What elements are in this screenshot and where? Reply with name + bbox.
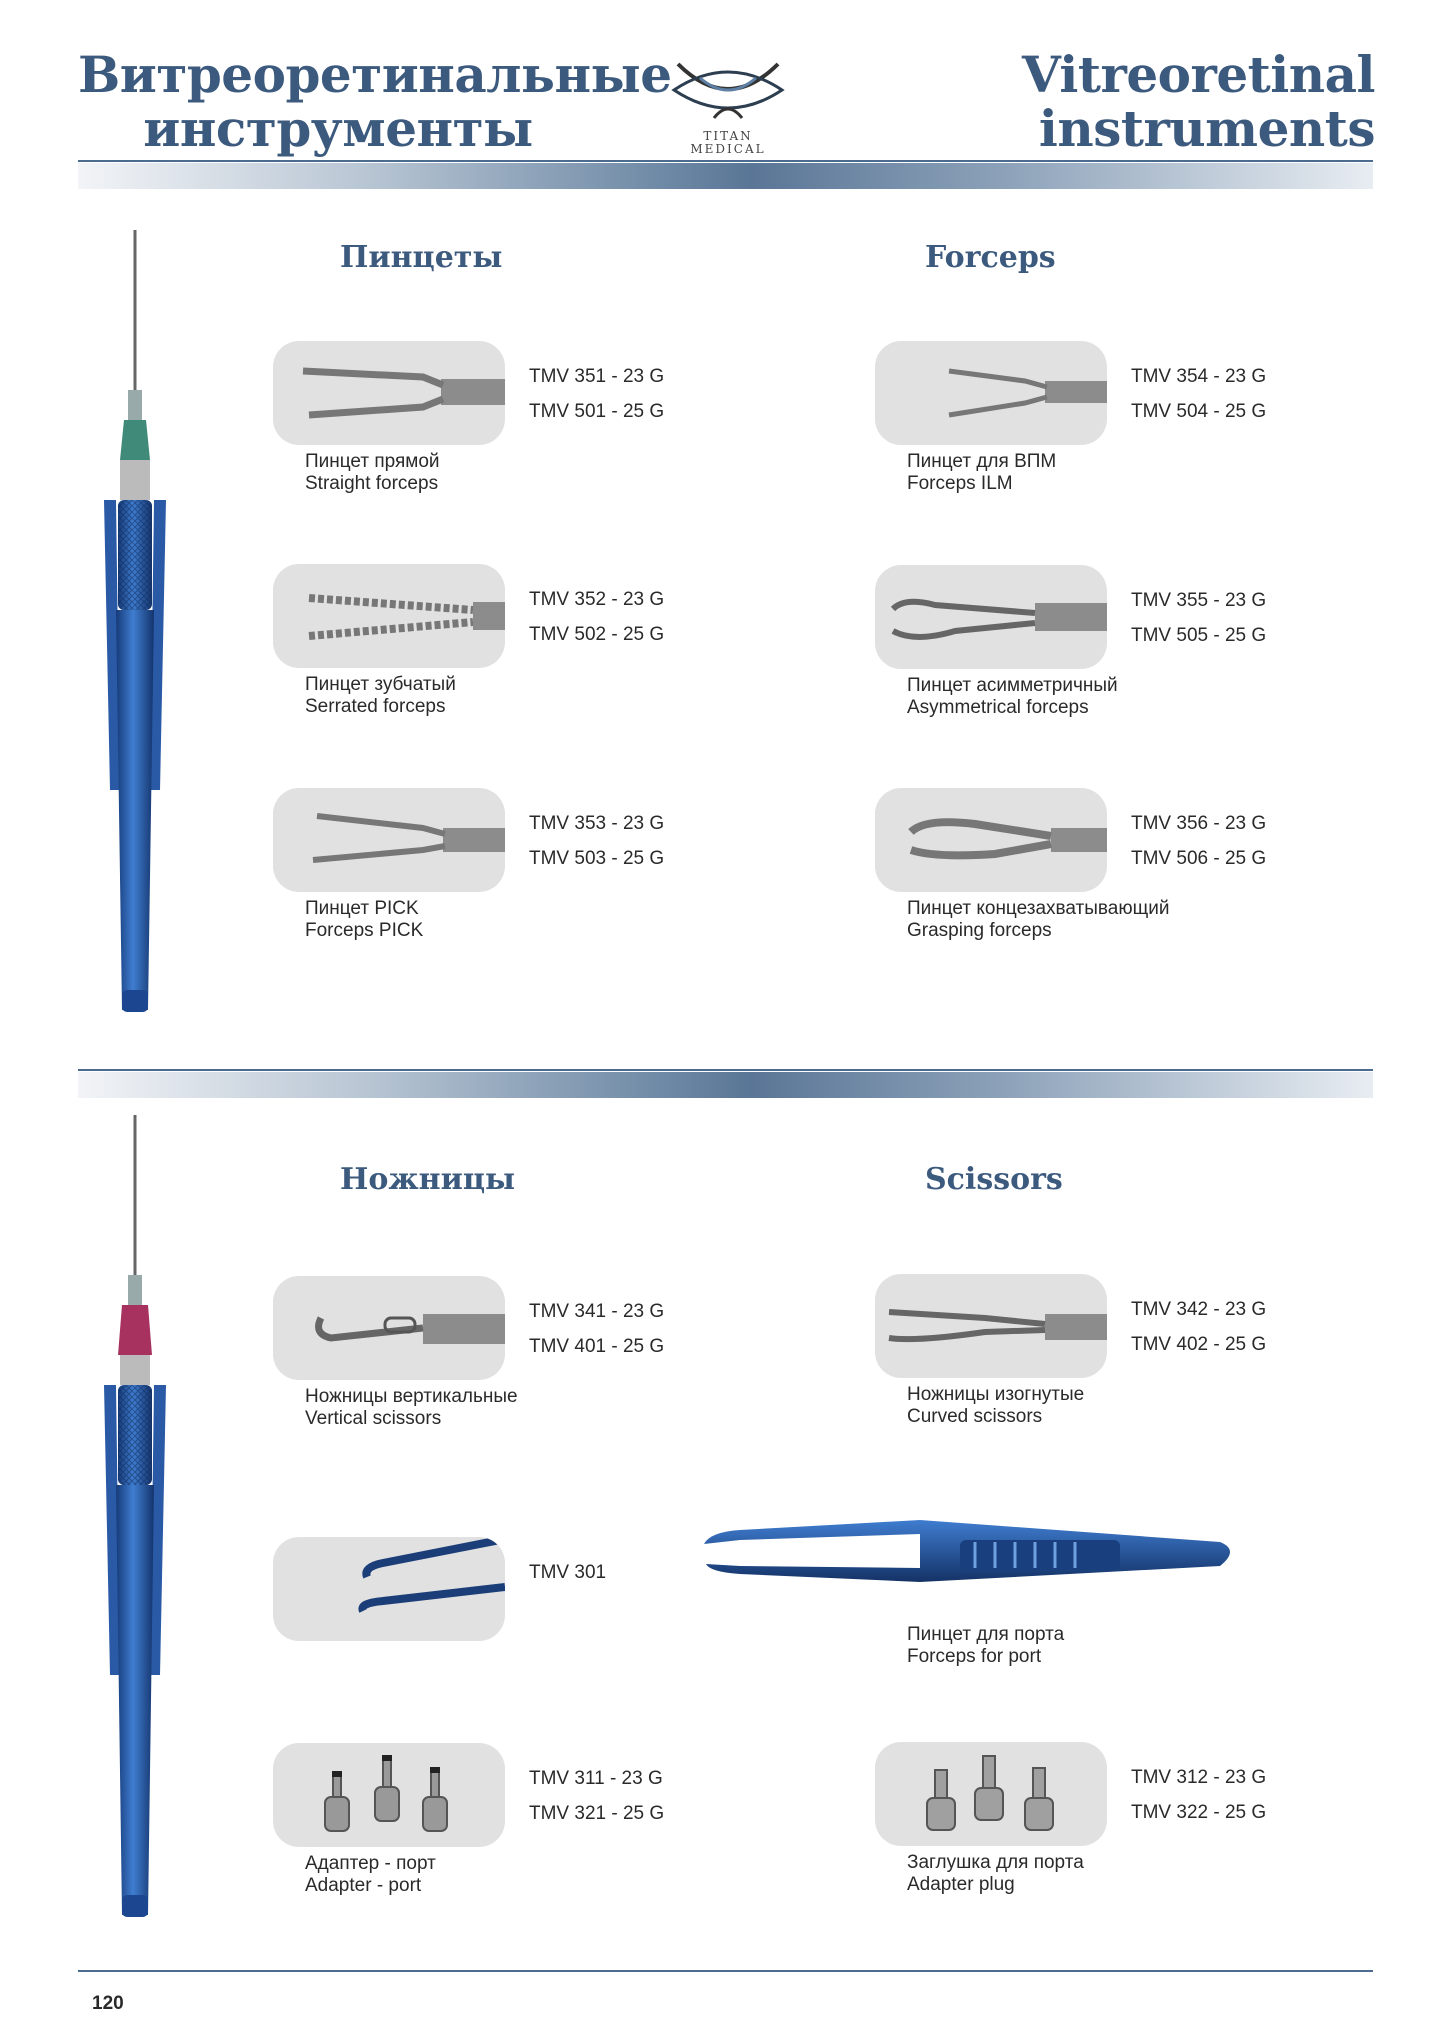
product-code: TMV 503 - 25 G: [529, 848, 665, 869]
product-code: TMV 504 - 25 G: [1131, 401, 1267, 422]
caption-en: Forceps PICK: [305, 920, 424, 941]
product-code: TMV 311 - 23 G: [529, 1768, 663, 1789]
caption-en: Adapter plug: [907, 1874, 1015, 1895]
adapter-port-icon: [273, 1743, 505, 1847]
product-caption: [907, 675, 1118, 719]
product-codes: [529, 359, 664, 429]
product-caption: [907, 1852, 1084, 1896]
caption-en: Forceps for port: [907, 1646, 1042, 1667]
product-codes: [1131, 806, 1266, 876]
caption-ru: Пинцет асимметричный: [907, 675, 1118, 696]
port-forceps-tip-icon: [273, 1537, 505, 1641]
caption-en: Grasping forceps: [907, 920, 1052, 941]
caption-ru: Пинцет прямой: [305, 451, 440, 472]
product-codes: [529, 1555, 606, 1590]
titan-medical-logo: [664, 56, 792, 156]
title-ru-line1: Витреоретинальные: [78, 45, 672, 104]
section-heading-forceps-en: Forceps: [925, 240, 1056, 275]
scissors-handle-illustration: [90, 1115, 180, 1930]
caption-ru: Пинцет для ВПМ: [907, 451, 1057, 472]
page-title-ru: [78, 45, 672, 158]
logo-eye-icon: [664, 56, 792, 126]
product-code: TMV 312 - 23 G: [1131, 1767, 1267, 1788]
caption-ru: Адаптер - порт: [305, 1853, 436, 1874]
product-code: TMV 321 - 25 G: [529, 1803, 665, 1824]
caption-en: Straight forceps: [305, 473, 439, 494]
caption-ru: Заглушка для порта: [907, 1852, 1084, 1873]
page-title-en: [955, 45, 1375, 158]
section-heading-scissors-ru: Ножницы: [340, 1162, 516, 1197]
pick-forceps-icon: [273, 788, 505, 892]
port-forceps-icon: [700, 1510, 1240, 1600]
title-ru-line2: инструменты: [143, 99, 533, 158]
caption-ru: Пинцет зубчатый: [305, 674, 456, 695]
product-caption: [305, 1853, 436, 1897]
product-codes: [1131, 583, 1266, 653]
product-code: TMV 402 - 25 G: [1131, 1334, 1267, 1355]
product-codes: [529, 582, 664, 652]
caption-en: Forceps ILM: [907, 473, 1013, 494]
product-codes: [1131, 359, 1266, 429]
product-caption: [305, 1386, 518, 1430]
title-en-line2: instruments: [1038, 99, 1375, 158]
product-code: TMV 506 - 25 G: [1131, 848, 1267, 869]
section-heading-scissors-en: Scissors: [925, 1162, 1063, 1197]
logo-text-line2: MEDICAL: [690, 142, 766, 156]
section-gradient-band: [78, 1072, 1373, 1098]
forceps-handle-illustration: [90, 230, 180, 1030]
product-code: TMV 505 - 25 G: [1131, 625, 1267, 646]
product-caption: [305, 451, 440, 495]
section-heading-forceps-ru: Пинцеты: [340, 240, 503, 275]
product-code: TMV 356 - 23 G: [1131, 813, 1267, 834]
ilm-forceps-icon: [875, 341, 1107, 445]
product-codes: [529, 1294, 664, 1364]
product-caption: [305, 674, 456, 718]
section-rule: [78, 1069, 1373, 1071]
product-code: TMV 322 - 25 G: [1131, 1802, 1267, 1823]
page-number: 120: [92, 1993, 124, 2014]
product-code: TMV 401 - 25 G: [529, 1336, 665, 1357]
product-codes: [1131, 1292, 1266, 1362]
title-en-line1: Vitreoretinal: [1022, 45, 1375, 104]
product-codes: [1131, 1760, 1266, 1830]
product-code: TMV 351 - 23 G: [529, 366, 665, 387]
footer-rule: [78, 1970, 1373, 1972]
grasping-forceps-icon: [875, 788, 1107, 892]
vertical-scissors-icon: [273, 1276, 505, 1380]
caption-ru: Пинцет PICK: [305, 898, 419, 919]
product-code: TMV 355 - 23 G: [1131, 590, 1267, 611]
product-code: TMV 301: [529, 1562, 607, 1583]
product-caption: [305, 898, 423, 942]
caption-en: Curved scissors: [907, 1406, 1043, 1427]
caption-en: Vertical scissors: [305, 1408, 442, 1429]
serrated-forceps-icon: [273, 564, 505, 668]
caption-ru: Ножницы вертикальные: [305, 1386, 518, 1407]
adapter-plug-icon: [875, 1742, 1107, 1846]
product-code: TMV 501 - 25 G: [529, 401, 665, 422]
caption-en: Adapter - port: [305, 1875, 422, 1896]
product-code: TMV 354 - 23 G: [1131, 366, 1267, 387]
asymmetrical-forceps-icon: [875, 565, 1107, 669]
straight-forceps-icon: [273, 341, 505, 445]
product-caption: [907, 1624, 1064, 1668]
curved-scissors-icon: [875, 1274, 1107, 1378]
caption-en: Serrated forceps: [305, 696, 446, 717]
caption-ru: Пинцет концезахватывающий: [907, 898, 1170, 919]
logo-text-line1: TITAN: [703, 129, 753, 143]
caption-ru: Ножницы изогнутые: [907, 1384, 1085, 1405]
caption-ru: Пинцет для порта: [907, 1624, 1065, 1645]
product-caption: [907, 898, 1169, 942]
product-code: TMV 353 - 23 G: [529, 813, 665, 834]
product-code: TMV 342 - 23 G: [1131, 1299, 1267, 1320]
product-caption: [907, 451, 1056, 495]
header-gradient-band: [78, 163, 1373, 189]
product-code: TMV 341 - 23 G: [529, 1301, 665, 1322]
header-rule: [78, 160, 1373, 162]
product-code: TMV 502 - 25 G: [529, 624, 665, 645]
product-caption: [907, 1384, 1084, 1428]
product-code: TMV 352 - 23 G: [529, 589, 665, 610]
product-codes: [529, 1761, 664, 1831]
product-codes: [529, 806, 664, 876]
caption-en: Asymmetrical forceps: [907, 697, 1089, 718]
